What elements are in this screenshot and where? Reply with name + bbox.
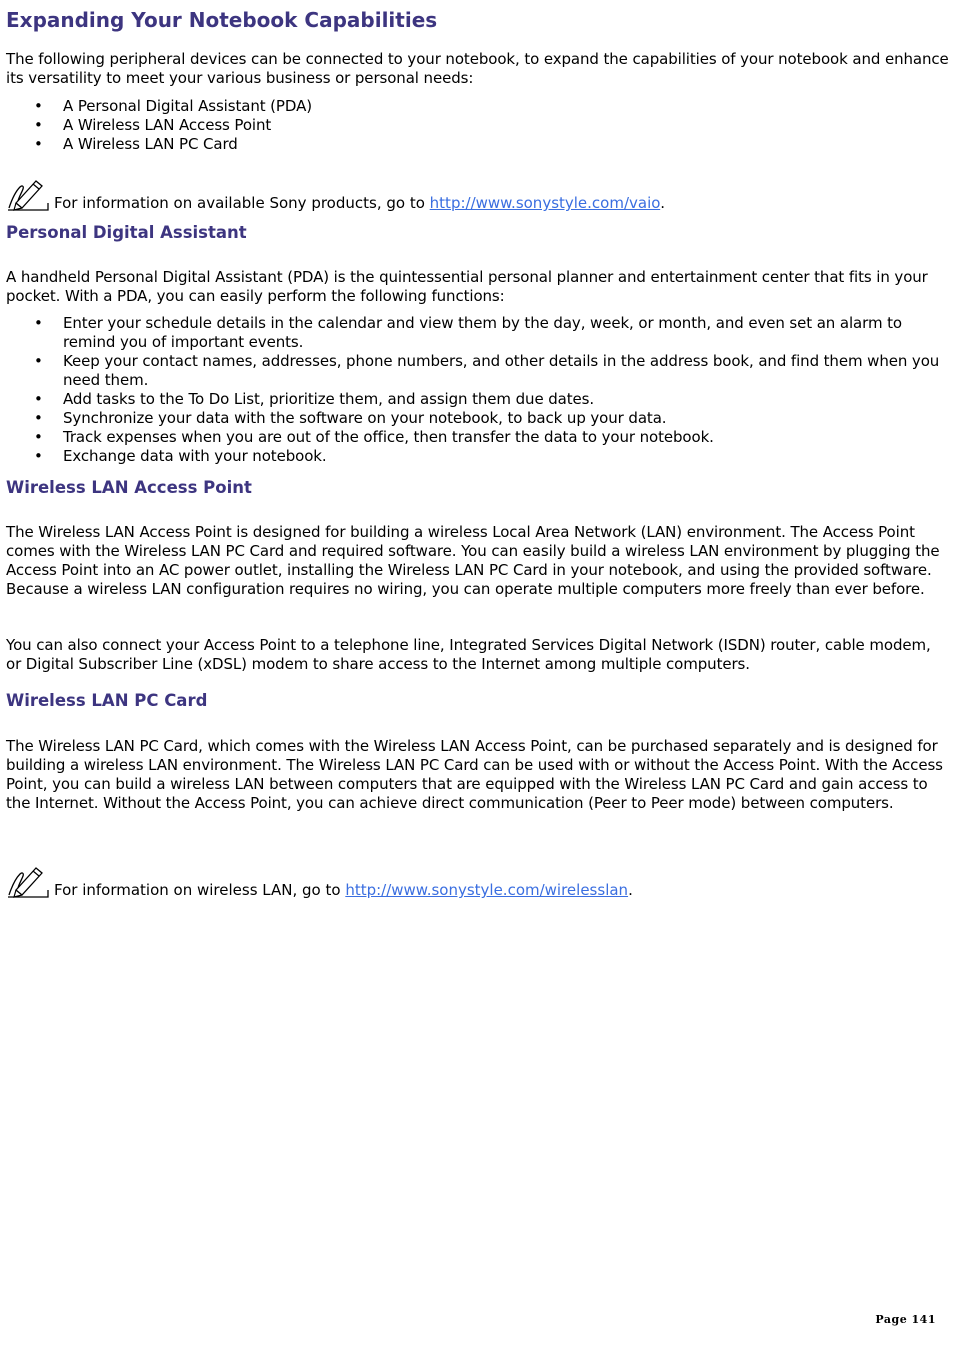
page-title: Expanding Your Notebook Capabilities: [6, 8, 438, 32]
bullet-icon: •: [34, 352, 43, 370]
access-point-paragraph-2: You can also connect your Access Point to a telephone line, Integrated Services Digital Network (ISDN) router, cable modem, or Digital Subscriber Line (xDSL) modem to share access to the Internet among multiple computers.: [6, 636, 931, 673]
sonystyle-vaio-link[interactable]: http://www.sonystyle.com/vaio: [429, 194, 661, 212]
bullet-icon: •: [34, 116, 43, 134]
pencil-note-icon: [6, 864, 50, 900]
note-wireless-lan-text: For information on wireless LAN, go to: [54, 881, 346, 899]
list-item: • Exchange data with your notebook.: [34, 447, 327, 465]
list-item: • Track expenses when you are out of the office, then transfer the data to your notebook.: [34, 428, 714, 446]
list-item: • Keep your contact names, addresses, phone numbers, and other details in the address book, and find them when you need them.: [34, 352, 940, 389]
pc-card-paragraph: The Wireless LAN PC Card, which comes with the Wireless LAN Access Point, can be purchased separately and is designed for building a wireless LAN environment. The Wireless LAN PC Card can be used with or without the Access Point. With the Access Point, you can build a wireless LAN between computers that are equipped with the Wireless LAN PC Card and gain access to the Internet. Without the Access Point, you can achieve direct communication (Peer to Peer mode) between computers.: [6, 737, 943, 812]
list-item: • A Personal Digital Assistant (PDA): [34, 97, 312, 115]
bullet-icon: •: [34, 447, 43, 465]
sonystyle-wirelesslan-link[interactable]: http://www.sonystyle.com/wirelesslan: [345, 881, 629, 899]
intro-bullet-list: [6, 97, 950, 154]
bullet-icon: •: [34, 135, 43, 153]
bullet-icon: •: [34, 409, 43, 427]
intro-paragraph: The following peripheral devices can be connected to your notebook, to expand the capabilities of your notebook and enhance its versatility to meet your various business or personal needs:: [6, 50, 949, 87]
pencil-note-icon: [6, 177, 50, 213]
note-products-text: For information on available Sony products, go to: [54, 194, 430, 212]
access-point-paragraph-1: The Wireless LAN Access Point is designed for building a wireless Local Area Network (LAN) environment. The Access Point comes with the Wireless LAN PC Card and required software. You can easily build a wireless LAN environment by plugging the Access Point into an AC power outlet, installing the Wireless LAN PC Card in your notebook, and using the provided software. Because a wireless LAN configuration requires no wiring, you can operate multiple computers more freely than ever before.: [6, 523, 940, 598]
list-item: • Add tasks to the To Do List, prioritize them, and assign them due dates.: [34, 390, 595, 408]
section-heading-access-point: Wireless LAN Access Point: [6, 478, 252, 497]
bullet-icon: •: [34, 314, 43, 332]
list-item: • Enter your schedule details in the calendar and view them by the day, week, or month, and even set an alarm to remind you of important events.: [34, 314, 902, 351]
note-wireless-lan: For information on wireless LAN, go to http://www.sonystyle.com/wirelesslan.: [6, 881, 950, 900]
bullet-icon: •: [34, 97, 43, 115]
section-heading-pc-card: Wireless LAN PC Card: [6, 691, 208, 710]
bullet-icon: •: [34, 390, 43, 408]
bullet-icon: •: [34, 428, 43, 446]
page-number: Page 141: [875, 1313, 936, 1326]
section-heading-pda: Personal Digital Assistant: [6, 223, 247, 242]
list-item: • A Wireless LAN PC Card: [34, 135, 238, 153]
note-products: For information on available Sony products, go to http://www.sonystyle.com/vaio.: [6, 194, 950, 213]
pda-bullet-list: [6, 314, 950, 466]
list-item: • A Wireless LAN Access Point: [34, 116, 272, 134]
pda-paragraph: A handheld Personal Digital Assistant (PDA) is the quintessential personal planner and entertainment center that fits in your pocket. With a PDA, you can easily perform the following functions:: [6, 268, 928, 305]
list-item: • Synchronize your data with the software on your notebook, to back up your data.: [34, 409, 667, 427]
